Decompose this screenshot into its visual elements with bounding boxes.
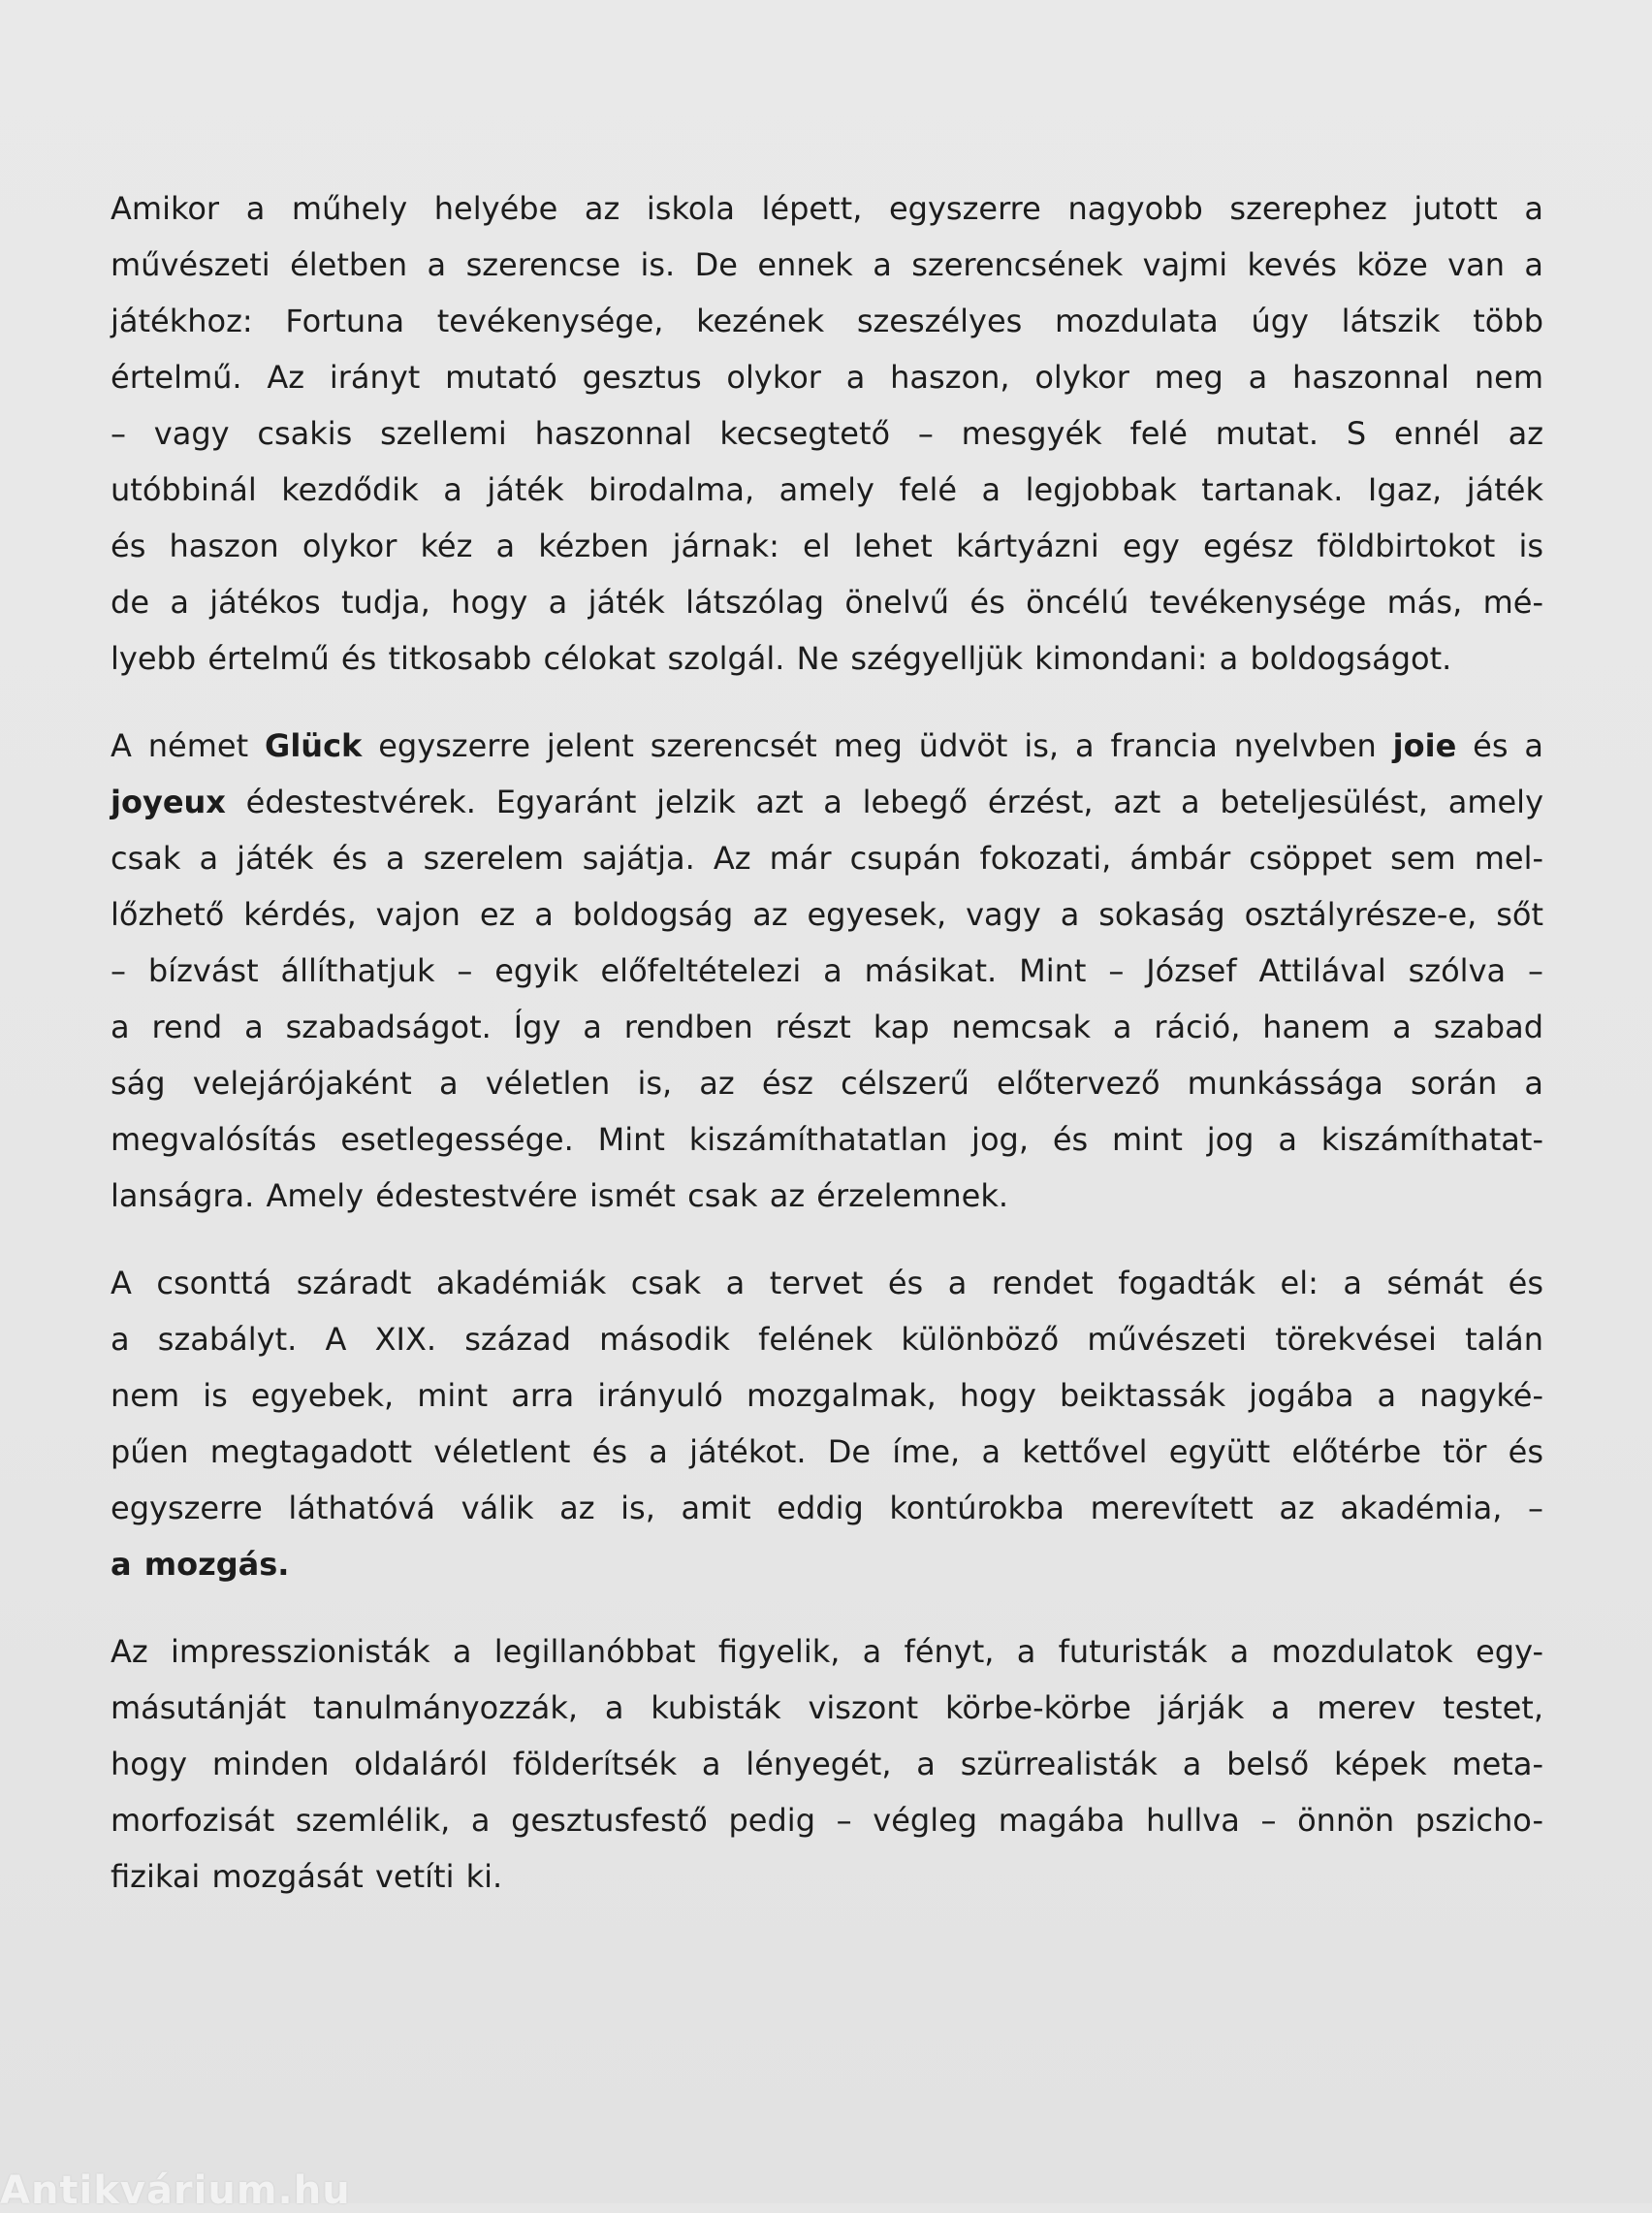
paragraph — [111, 1255, 1543, 1592]
text-line: csak a játék és a szerelem sajátja. Az már csupán fokozati, ámbár csöppet sem mel- — [111, 840, 1543, 877]
text-line: – bízvást állíthatjuk – egyik előfeltételezi a másikat. Mint – József Attilával szólva – — [111, 952, 1543, 989]
text-line: ság velejárójaként a véletlen is, az ész célszerű előtervező munkássága során a — [111, 1065, 1543, 1102]
text-line: Az impresszionisták a legillanóbbat figyelik, a fényt, a futuristák a mozdulatok egy- — [111, 1633, 1543, 1670]
text-line: és haszon olykor kéz a kézben járnak: el lehet kártyázni egy egész földbirtokot is — [111, 528, 1543, 564]
paragraph — [111, 180, 1543, 687]
emphasized-term: joyeux — [111, 784, 226, 820]
watermark-logo: Antikvárium.hu — [0, 2168, 351, 2213]
text-line — [111, 718, 1543, 774]
text-line — [111, 774, 1543, 830]
text-segment: édestestvérek. Egyaránt jelzik azt a lebegő érzést, azt a beteljesülést, amely — [225, 784, 1543, 820]
text-line: lyebb értelmű és titkosabb célokat szolgál. Ne szégyelljük kimondani: a boldogságot. — [111, 640, 1452, 677]
body-text — [111, 180, 1543, 1936]
text-segment: A német — [111, 727, 266, 764]
text-line — [111, 1536, 1543, 1592]
text-line: lanságra. Amely édestestvére ismét csak az érzelemnek. — [111, 1177, 1009, 1214]
paragraph — [111, 718, 1543, 1224]
text-line: másutánját tanulmányozzák, a kubisták viszont körbe-körbe járják a merev testet, — [111, 1689, 1543, 1726]
text-line: hogy minden oldaláról földerítsék a lényegét, a szürrealisták a belső képek meta- — [111, 1746, 1543, 1782]
text-line: morfozisát szemlélik, a gesztusfestő pedig – végleg magába hullva – önnön pszicho- — [111, 1802, 1543, 1839]
text-segment: és a — [1456, 727, 1544, 764]
text-line: a szabályt. A XIX. század második felének különböző művészeti törekvései talán — [111, 1321, 1543, 1358]
emphasized-term: Glück — [265, 727, 363, 764]
emphasized-term: a mozgás. — [111, 1546, 290, 1583]
emphasized-term: joie — [1392, 727, 1457, 764]
text-line: Amikor a műhely helyébe az iskola lépett, egyszerre nagyobb szerephez jutott a — [111, 190, 1543, 227]
text-line: pűen megtagadott véletlent és a játékot. De íme, a kettővel együtt előtérbe tör és — [111, 1433, 1543, 1470]
text-line: de a játékos tudja, hogy a játék látszólag önelvű és öncélú tevékenysége más, mé- — [111, 584, 1543, 621]
text-line: A csonttá száradt akadémiák csak a tervet és a rendet fogadták el: a sémát és — [111, 1265, 1543, 1301]
text-line: lőzhető kérdés, vajon ez a boldogság az egyesek, vagy a sokaság osztályrésze-e, sőt — [111, 896, 1543, 933]
paragraph — [111, 1623, 1543, 1905]
text-line: játékhoz: Fortuna tevékenysége, kezének szeszélyes mozdulata úgy látszik több — [111, 303, 1543, 339]
text-line: utóbbinál kezdődik a játék birodalma, amely felé a legjobbak tartanak. Igaz, játék — [111, 471, 1543, 508]
text-line: nem is egyebek, mint arra irányuló mozgalmak, hogy beiktassák jogába a nagyké- — [111, 1377, 1543, 1414]
text-line: művészeti életben a szerencse is. De ennek a szerencsének vajmi kevés köze van a — [111, 246, 1543, 283]
text-line: a rend a szabadságot. Így a rendben részt kap nemcsak a ráció, hanem a szabad — [111, 1009, 1543, 1045]
text-line: – vagy csakis szellemi haszonnal kecsegtető – mesgyék felé mutat. S ennél az — [111, 415, 1543, 452]
text-line: fizikai mozgását vetíti ki. — [111, 1858, 503, 1895]
text-line: egyszerre láthatóvá válik az is, amit eddig kontúrokba merevített az akadémia, – — [111, 1490, 1543, 1526]
text-segment: egyszerre jelent szerencsét meg üdvöt is, a francia nyelvben — [362, 727, 1393, 764]
text-line: értelmű. Az irányt mutató gesztus olykor a haszon, olykor meg a haszonnal nem — [111, 359, 1543, 396]
text-line: megvalósítás esetlegessége. Mint kiszámíthatatlan jog, és mint jog a kiszámíthatat- — [111, 1121, 1543, 1158]
